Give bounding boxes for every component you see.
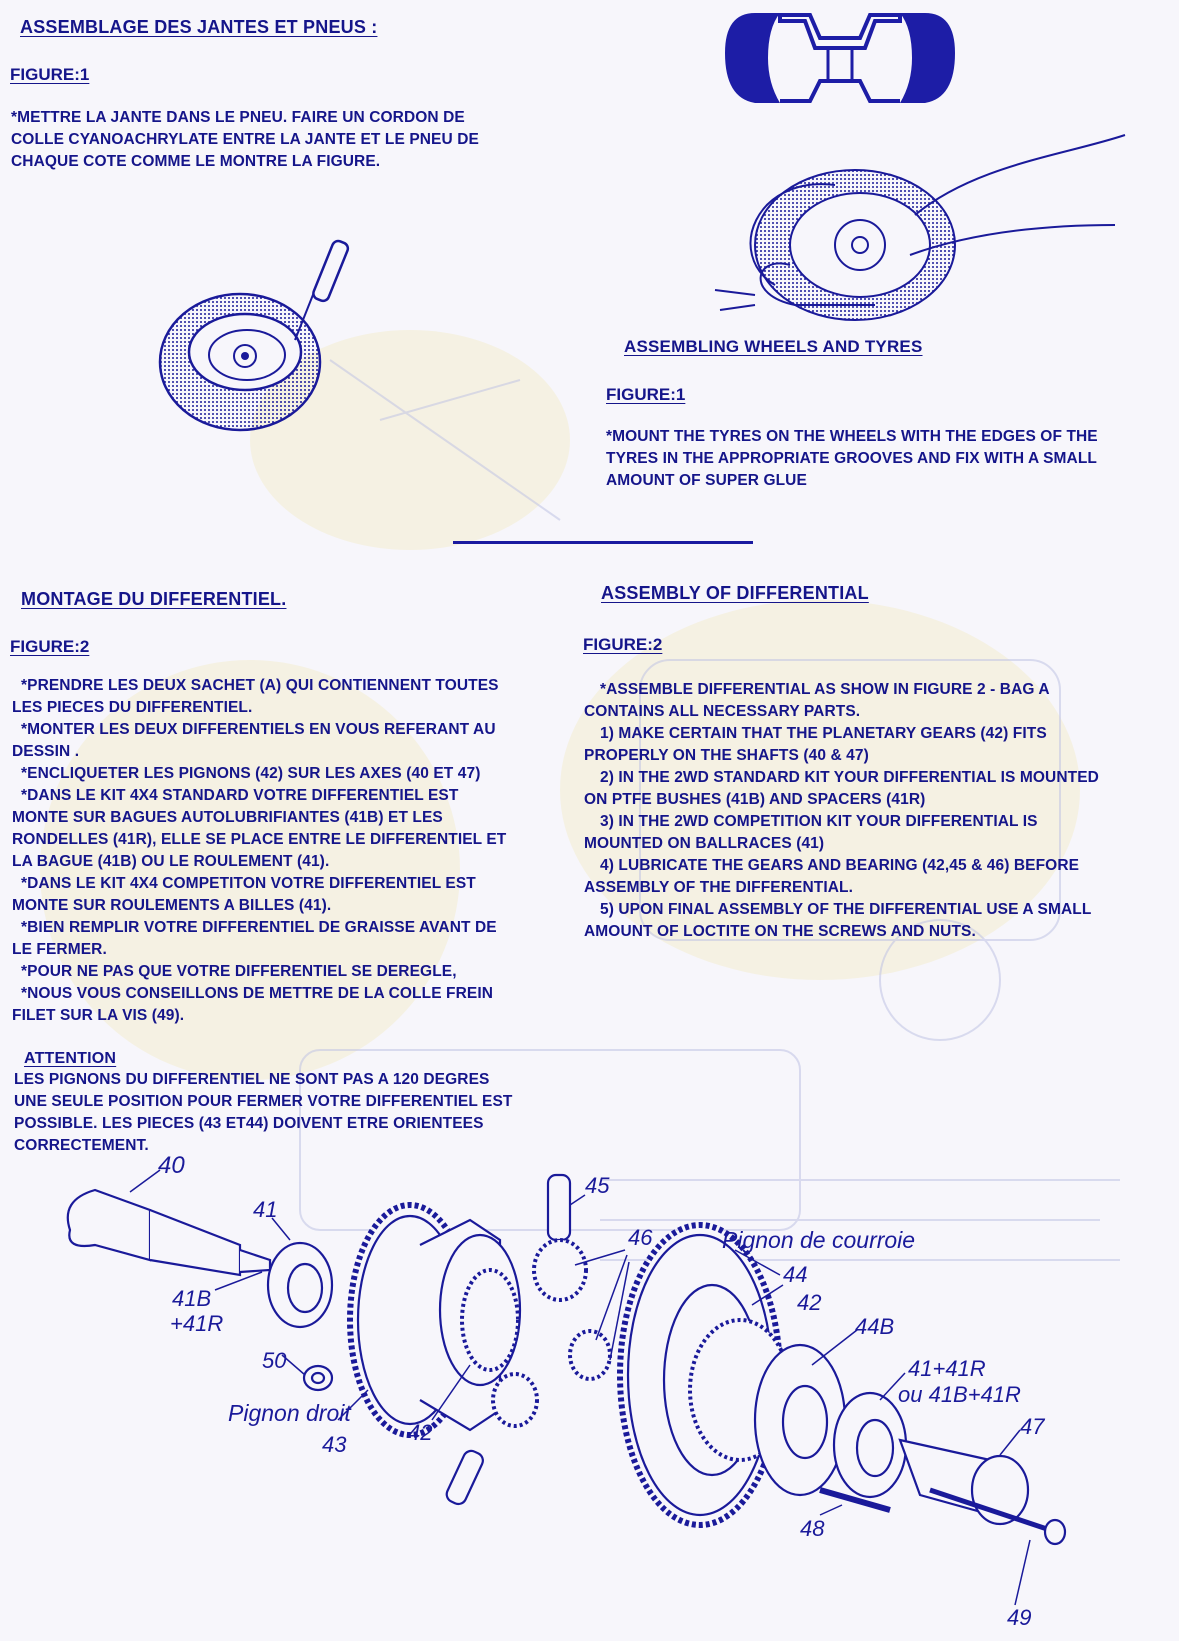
fr-wheels-title: ASSEMBLAGE DES JANTES ET PNEUS : bbox=[20, 17, 378, 37]
fr-diff-line: *ENCLIQUETER LES PIGNONS (42) SUR LES AXES (40 ET 47) bbox=[21, 765, 481, 782]
fr-diff-line: MONTE SUR ROULEMENTS A BILLES (41). bbox=[12, 897, 332, 914]
en-figure1-line: AMOUNT OF SUPER GLUE bbox=[606, 472, 807, 489]
fr-diff-line: DESSIN . bbox=[12, 743, 80, 760]
fr-diff-line: *PRENDRE LES DEUX SACHET (A) QUI CONTIENNENT TOUTES bbox=[21, 677, 499, 694]
en-figure1-line: *MOUNT THE TYRES ON THE WHEELS WITH THE EDGES OF THE bbox=[606, 428, 1098, 445]
label-part-ou-41b-41r: ou 41B+41R bbox=[898, 1382, 1021, 1407]
fr-diff-line: RONDELLES (41R), ELLE SE PLACE ENTRE LE DIFFERENTIEL ET bbox=[12, 831, 507, 848]
fr-attention-title: ATTENTION bbox=[24, 1050, 117, 1067]
fr-diff-line: LES PIECES DU DIFFERENTIEL. bbox=[12, 699, 253, 716]
fr-diff-line: *NOUS VOUS CONSEILLONS DE METTRE DE LA COLLE FREIN bbox=[21, 985, 494, 1002]
en-diff-line: ON PTFE BUSHES (41B) AND SPACERS (41R) bbox=[584, 791, 926, 808]
en-diff-line: 1) MAKE CERTAIN THAT THE PLANETARY GEARS (42) FITS bbox=[600, 725, 1047, 742]
en-diff-title: ASSEMBLY OF DIFFERENTIAL bbox=[601, 583, 869, 603]
label-part-43: 43 bbox=[322, 1432, 347, 1457]
label-part-44b: 44B bbox=[855, 1314, 895, 1339]
label-part-42-right: 42 bbox=[797, 1290, 822, 1315]
en-diff-line: CONTAINS ALL NECESSARY PARTS. bbox=[584, 703, 861, 720]
section-divider bbox=[453, 541, 753, 544]
fr-attention-line: UNE SEULE POSITION POUR FERMER VOTRE DIFFERENTIEL EST bbox=[14, 1093, 513, 1110]
label-part-40: 40 bbox=[158, 1152, 185, 1179]
label-part-47: 47 bbox=[1020, 1414, 1045, 1439]
tyre-glue-illustration bbox=[155, 240, 345, 440]
fr-diff-line: FILET SUR LA VIS (49). bbox=[12, 1007, 185, 1024]
label-pignon-droit: Pignon droit bbox=[228, 1400, 351, 1426]
hands-mounting-tyre-illustration bbox=[715, 105, 1135, 315]
en-diff-line: 2) IN THE 2WD STANDARD KIT YOUR DIFFERENTIAL IS MOUNTED bbox=[600, 769, 1099, 786]
fr-diff-line: MONTE SUR BAGUES AUTOLUBRIFIANTES (41B) ET LES bbox=[12, 809, 443, 826]
label-part-41-41r: 41+41R bbox=[908, 1356, 986, 1381]
en-diff-line: *ASSEMBLE DIFFERENTIAL AS SHOW IN FIGURE 2 - BAG A bbox=[600, 681, 1050, 698]
label-part-46: 46 bbox=[628, 1225, 653, 1250]
label-pignon-courroie: Pignon de courroie bbox=[722, 1227, 916, 1253]
fr-attention-line: POSSIBLE. LES PIECES (43 ET44) DOIVENT ETRE ORIENTEES bbox=[14, 1115, 484, 1132]
fr-diff-line: LA BAGUE (41B) OU LE ROULEMENT (41). bbox=[12, 853, 330, 870]
fr-figure1-text: *METTRE LA JANTE DANS LE PNEU. FAIRE UN CORDON DE COLLE CYANOACHRYLATE ENTRE LA JANTE ET LE PNEU DE CHAQUE COTE COMME LE MONTRE LA FIGURE. bbox=[11, 109, 479, 170]
fr-attention-line: CORRECTEMENT. bbox=[14, 1137, 149, 1154]
label-part-48: 48 bbox=[800, 1516, 825, 1541]
fr-attention-text bbox=[14, 1069, 564, 1157]
callout-leader-lines bbox=[0, 1150, 1179, 1641]
en-diff-line: 4) LUBRICATE THE GEARS AND BEARING (42,45 & 46) BEFORE bbox=[600, 857, 1080, 874]
fr-diff-line: *MONTER LES DEUX DIFFERENTIELS EN VOUS REFERANT AU bbox=[21, 721, 496, 738]
en-diff-line: ASSEMBLY OF THE DIFFERENTIAL. bbox=[584, 879, 854, 896]
en-figure1-line: TYRES IN THE APPROPRIATE GROOVES AND FIX WITH A SMALL bbox=[606, 450, 1097, 467]
fr-diff-text bbox=[12, 675, 552, 1027]
en-diff-line: 5) UPON FINAL ASSEMBLY OF THE DIFFERENTIAL USE A SMALL bbox=[600, 901, 1092, 918]
label-part-45: 45 bbox=[585, 1173, 610, 1198]
en-wheels-title: ASSEMBLING WHEELS AND TYRES bbox=[624, 337, 923, 356]
label-part-41: 41 bbox=[253, 1197, 278, 1222]
label-part-49: 49 bbox=[1007, 1605, 1032, 1630]
fr-attention-line: LES PIGNONS DU DIFFERENTIEL NE SONT PAS A 120 DEGRES bbox=[14, 1071, 490, 1088]
fr-diff-line: *DANS LE KIT 4X4 COMPETITON VOTRE DIFFERENTIEL EST bbox=[21, 875, 476, 892]
en-figure1-text bbox=[606, 426, 1166, 492]
en-diff-line: MOUNTED ON BALLRACES (41) bbox=[584, 835, 825, 852]
fr-figure2-label: FIGURE:2 bbox=[10, 637, 90, 656]
label-part-42-bottom: 42 bbox=[408, 1420, 433, 1445]
en-figure1-label: FIGURE:1 bbox=[606, 385, 686, 404]
fr-figure1-label: FIGURE:1 bbox=[10, 65, 90, 84]
en-diff-text bbox=[584, 679, 1174, 943]
label-part-44: 44 bbox=[783, 1262, 808, 1287]
fr-diff-line: LE FERMER. bbox=[12, 941, 107, 958]
fr-diff-line: *BIEN REMPLIR VOTRE DIFFERENTIEL DE GRAISSE AVANT DE bbox=[21, 919, 497, 936]
en-diff-line: 3) IN THE 2WD COMPETITION KIT YOUR DIFFERENTIAL IS bbox=[600, 813, 1038, 830]
fr-diff-title: MONTAGE DU DIFFERENTIEL. bbox=[21, 589, 287, 609]
label-part-50: 50 bbox=[262, 1348, 287, 1373]
wheel-cross-section-diagram bbox=[720, 3, 960, 113]
en-diff-line: PROPERLY ON THE SHAFTS (40 & 47) bbox=[584, 747, 869, 764]
label-part-41r: +41R bbox=[170, 1311, 224, 1336]
label-part-41b: 41B bbox=[172, 1286, 212, 1311]
en-figure2-label: FIGURE:2 bbox=[583, 635, 663, 654]
en-diff-line: AMOUNT OF LOCTITE ON THE SCREWS AND NUTS. bbox=[584, 923, 976, 940]
fr-diff-line: *POUR NE PAS QUE VOTRE DIFFERENTIEL SE DEREGLE, bbox=[21, 963, 457, 980]
fr-diff-line: *DANS LE KIT 4X4 STANDARD VOTRE DIFFERENTIEL EST bbox=[21, 787, 459, 804]
